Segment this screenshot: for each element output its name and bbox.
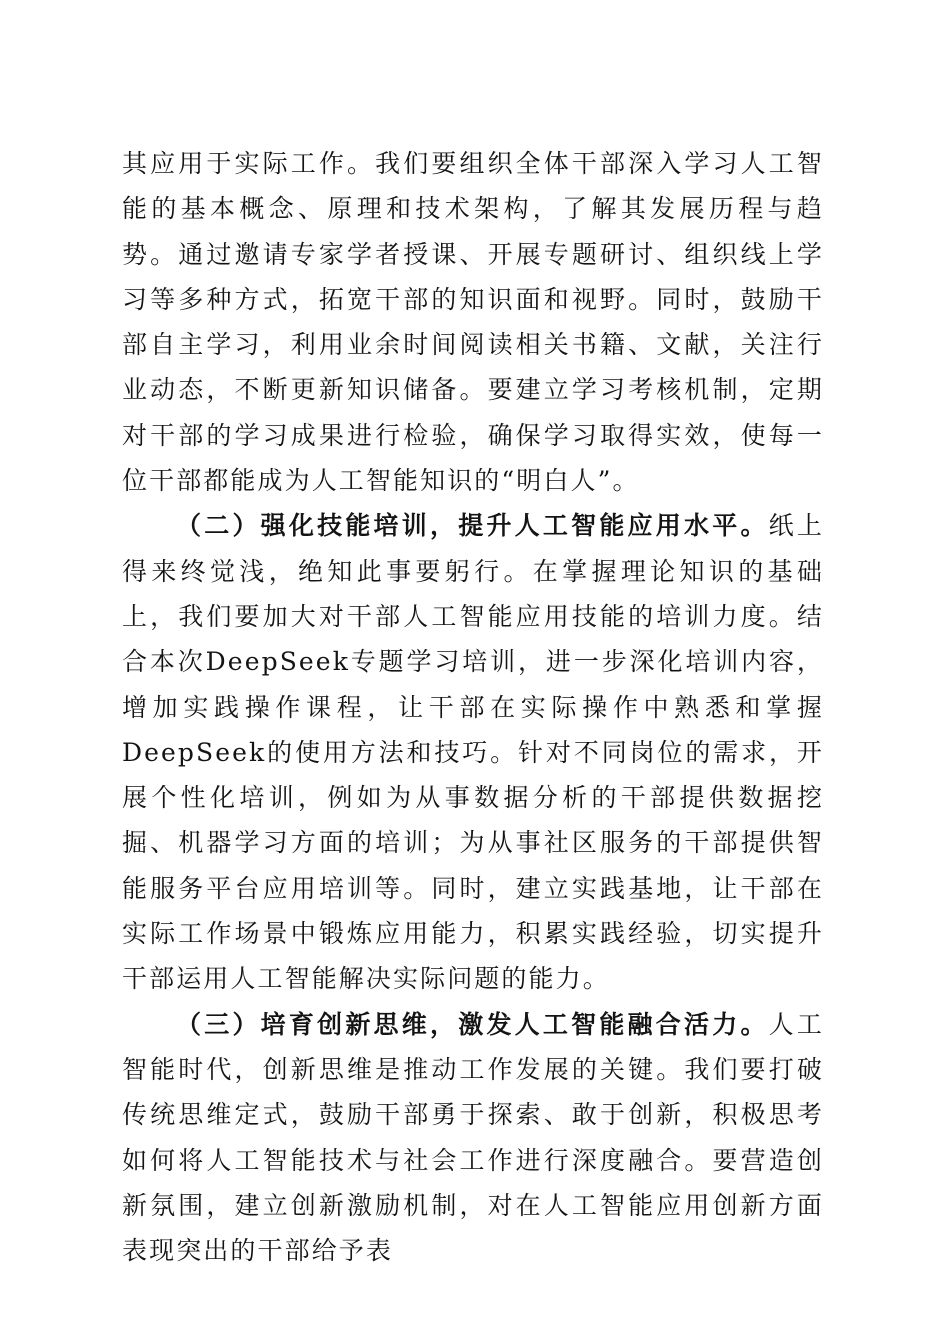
paragraph-heading: （二）强化技能培训，提升人工智能应用水平。 [176, 511, 769, 541]
paragraph-body: 纸上得来终觉浅，绝知此事要躬行。在掌握理论知识的基础上，我们要加大对干部人工智能应用技能的培训力度。结合本次DeepSeek专题学习培训，进一步深化培训内容，增加实践操作课程，让干部在实际操作中熟悉和掌握DeepSeek的使用方法和技巧。针对不同岗位的需求，开展个性化培训，例如为从事数据分析的干部提供数据挖掘、机器学习方面的培训；为从事社区服务的干部提供智能服务平台应用培训等。同时，建立实践基地，让干部在实际工作场景中锻炼应用能力，积累实践经验，切实提升干部运用人工智能解决实际问题的能力。 [122, 511, 824, 994]
document-body [122, 141, 824, 1273]
paragraph-continuation [122, 141, 824, 503]
paragraph-body: 其应用于实际工作。我们要组织全体干部深入学习人工智能的基本概念、原理和技术架构，了解其发展历程与趋势。通过邀请专家学者授课、开展专题研讨、组织线上学习等多种方式，拓宽干部的知识面和视野。同时，鼓励干部自主学习，利用业余时间阅读相关书籍、文献，关注行业动态，不断更新知识储备。要建立学习考核机制，定期对干部的学习成果进行检验，确保学习取得实效，使每一位干部都能成为人工智能知识的“明白人”。 [122, 149, 824, 496]
paragraph-skills-training [122, 503, 824, 1001]
paragraph-heading: （三）培育创新思维，激发人工智能融合活力。 [176, 1009, 769, 1039]
paragraph-innovation-thinking [122, 1002, 824, 1274]
paragraph-body: 人工智能时代，创新思维是推动工作发展的关键。我们要打破传统思维定式，鼓励干部勇于探索、敢于创新，积极思考如何将人工智能技术与社会工作进行深度融合。要营造创新氛围，建立创新激励机制，对在人工智能应用创新方面表现突出的干部给予表 [122, 1009, 824, 1266]
